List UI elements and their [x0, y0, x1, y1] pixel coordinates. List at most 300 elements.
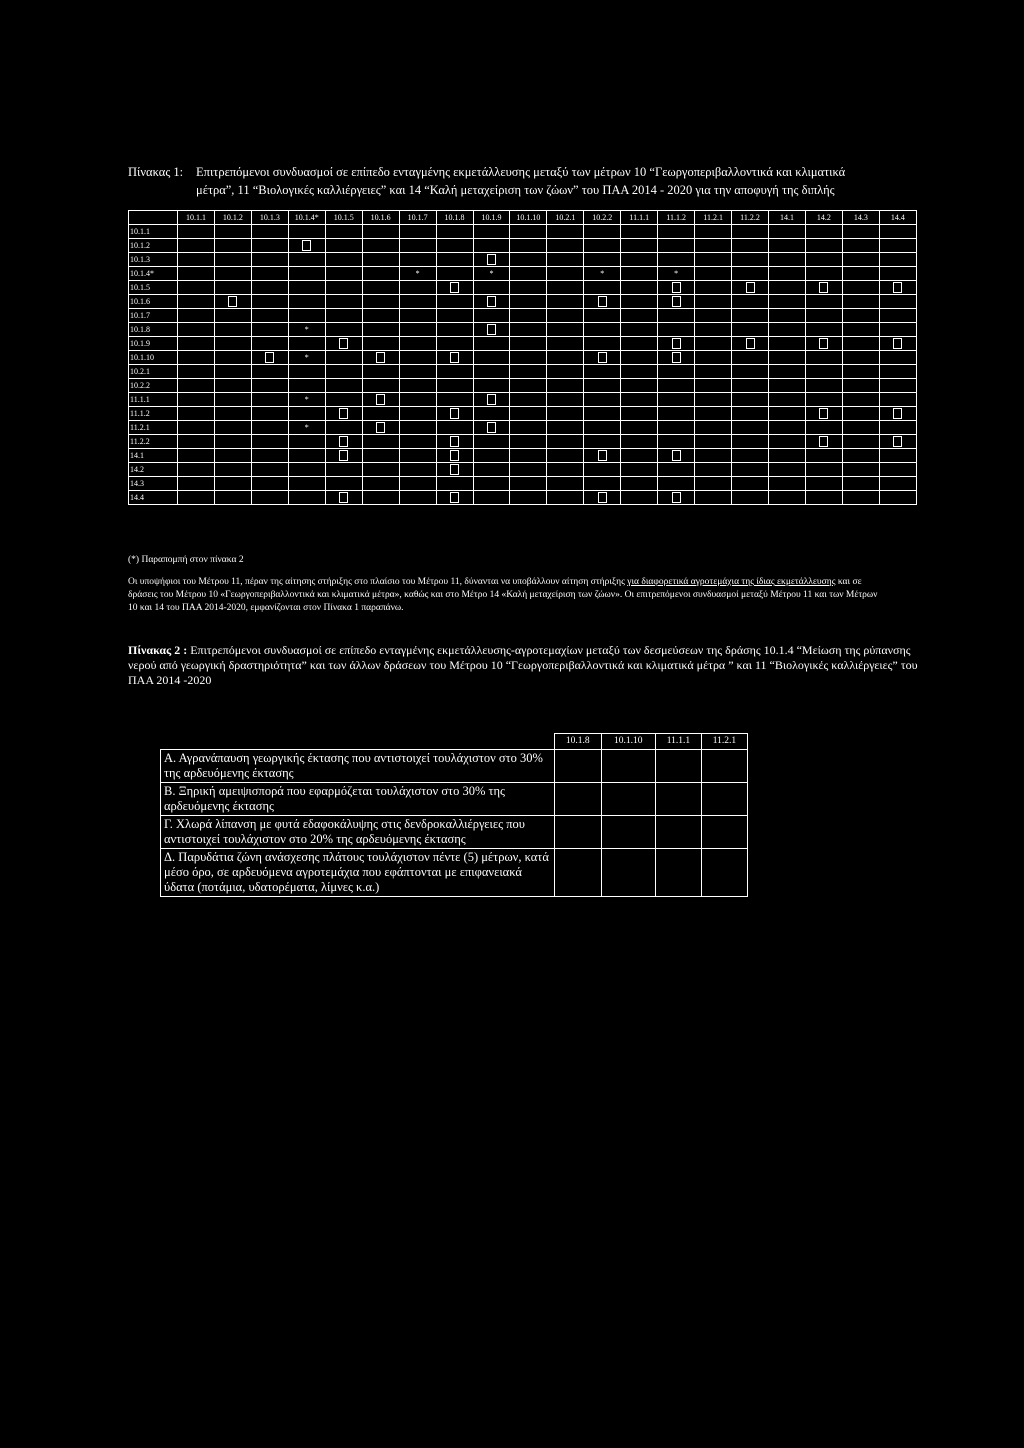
table1-cell [805, 281, 842, 295]
table1-cell [769, 393, 806, 407]
table1-cell [362, 239, 399, 253]
table1-cell [842, 239, 879, 253]
table1-cell [399, 477, 436, 491]
table2-cell [655, 816, 701, 849]
table1-cell [769, 351, 806, 365]
table2-cell [701, 783, 747, 816]
table1-cell [362, 253, 399, 267]
table1-cell [769, 239, 806, 253]
table1-cell [178, 267, 215, 281]
table1-row-header: 11.2.1 [129, 421, 178, 435]
table1-cell [325, 379, 362, 393]
table1-cell [325, 225, 362, 239]
table1-cell [214, 449, 251, 463]
table1-cell [251, 435, 288, 449]
checkbox-icon [893, 408, 902, 419]
table1-cell [399, 225, 436, 239]
checkbox-icon [228, 296, 237, 307]
checkbox-icon [598, 352, 607, 363]
table1-cell [621, 477, 658, 491]
table1-cell [769, 295, 806, 309]
table1-cell [732, 239, 769, 253]
checkbox-icon [487, 254, 496, 265]
table1-cell [879, 421, 916, 435]
table1-row-header: 14.3 [129, 477, 178, 491]
table1-cell [879, 407, 916, 421]
table1-cell [473, 379, 510, 393]
table1-cell [584, 239, 621, 253]
table-row [129, 253, 917, 267]
table1-cell [658, 421, 695, 435]
table1-row-header: 10.1.5 [129, 281, 178, 295]
table1-cell [436, 295, 473, 309]
table1-cell [805, 225, 842, 239]
checkbox-icon [487, 324, 496, 335]
table1-cell [436, 365, 473, 379]
table1-cell [510, 449, 547, 463]
table1-cell [547, 295, 584, 309]
table1-cell [805, 267, 842, 281]
table-row [129, 225, 917, 239]
table1-cell [362, 449, 399, 463]
table1-cell [805, 295, 842, 309]
table1-cell [399, 281, 436, 295]
table-row [129, 267, 917, 281]
table1-col-header: 10.1.2 [214, 211, 251, 225]
table1-cell [473, 491, 510, 505]
table1-cell [621, 393, 658, 407]
table1-cell [325, 477, 362, 491]
table1-cell [584, 463, 621, 477]
table1-cell [842, 435, 879, 449]
table1-cell [547, 225, 584, 239]
table1-row-header: 10.1.10 [129, 351, 178, 365]
table1-cell [842, 323, 879, 337]
table1-cell [178, 407, 215, 421]
table1-cell [584, 449, 621, 463]
table1-cell [288, 281, 325, 295]
table1-row-header: 14.1 [129, 449, 178, 463]
table1-cell [288, 337, 325, 351]
checkbox-icon [450, 492, 459, 503]
table1-cell [178, 239, 215, 253]
table1-cell [805, 435, 842, 449]
table-row [129, 365, 917, 379]
table1-cell [658, 239, 695, 253]
table1-cell [362, 323, 399, 337]
table1-cell [251, 463, 288, 477]
table1-cell [842, 365, 879, 379]
table1-cell [251, 365, 288, 379]
table1-cell [732, 491, 769, 505]
table1-cell [325, 337, 362, 351]
table1-cell [658, 351, 695, 365]
table1-cell [325, 309, 362, 323]
table1-cell [288, 309, 325, 323]
table1-cell [842, 463, 879, 477]
table1-cell [399, 253, 436, 267]
table1-cell [436, 407, 473, 421]
table1-cell [547, 239, 584, 253]
table1-cell [621, 309, 658, 323]
table-row [129, 239, 917, 253]
table1-cell [769, 365, 806, 379]
table1-col-header: 14.1 [769, 211, 806, 225]
table1-cell [510, 225, 547, 239]
table1-cell [473, 309, 510, 323]
table1-cell [584, 309, 621, 323]
table1-cell [879, 225, 916, 239]
table1-cell [547, 407, 584, 421]
table1-cell [362, 281, 399, 295]
checkbox-icon [598, 450, 607, 461]
table1-cell [658, 323, 695, 337]
table1-cell [584, 365, 621, 379]
table1-cell [547, 491, 584, 505]
table1-cell [695, 491, 732, 505]
table1-cell [214, 225, 251, 239]
table1-cell [584, 435, 621, 449]
table1-cell [436, 421, 473, 435]
table1-cell [510, 393, 547, 407]
table1-cell [621, 351, 658, 365]
table1-cell [732, 421, 769, 435]
table1-cell [473, 477, 510, 491]
table1-cell [251, 421, 288, 435]
checkbox-icon [376, 422, 385, 433]
table1-cell [399, 239, 436, 253]
table1-cell [214, 253, 251, 267]
table1-cell [732, 351, 769, 365]
table1-cell [510, 379, 547, 393]
table1-cell [362, 295, 399, 309]
table1-row-header: 10.1.4* [129, 267, 178, 281]
table1-cell [805, 407, 842, 421]
table1-cell [473, 449, 510, 463]
table1-cell [362, 491, 399, 505]
table1-cell [547, 351, 584, 365]
table1-cell [584, 393, 621, 407]
table1-cell: * [658, 267, 695, 281]
checkbox-icon [265, 352, 274, 363]
table1-cell [473, 225, 510, 239]
table1-cell [769, 407, 806, 421]
table1-header-row [129, 211, 917, 225]
table1-row-header: 11.1.1 [129, 393, 178, 407]
table1-cell [732, 295, 769, 309]
table1-cell [436, 393, 473, 407]
checkbox-icon [302, 240, 311, 251]
table1-cell [695, 239, 732, 253]
table1-cell [178, 379, 215, 393]
table1-cell [658, 281, 695, 295]
table1-cell [621, 295, 658, 309]
checkbox-icon [487, 422, 496, 433]
table1-cell [547, 253, 584, 267]
table1-cell [473, 365, 510, 379]
table1-cell [325, 463, 362, 477]
table1-caption-line2: μέτρα”, 11 “Βιολογικές καλλιέργειες” και 14 “Καλή μεταχείριση των ζώων” του ΠΑΑ 2014 - 2020 για την αποφυγή της διπλής [196, 183, 835, 197]
table1-cell [288, 449, 325, 463]
table1-cell [325, 365, 362, 379]
table1-cell [695, 407, 732, 421]
table1-cell [769, 281, 806, 295]
table1-cell [325, 435, 362, 449]
table2-row-label: Β. Ξηρική αμειψισπορά που εφαρμόζεται τουλάχιστον στο 30% της αρδευόμενης έκτασης [161, 783, 555, 816]
table1-cell [695, 449, 732, 463]
table-row [129, 337, 917, 351]
table1-cell [621, 281, 658, 295]
table1-cell [288, 407, 325, 421]
table1-cell [436, 435, 473, 449]
table1-cell [547, 477, 584, 491]
table1-cell [584, 281, 621, 295]
table-row [129, 463, 917, 477]
table1-cell [695, 253, 732, 267]
table1-cell [214, 477, 251, 491]
table1-cell [658, 463, 695, 477]
table1-cell [769, 421, 806, 435]
table2-cell [555, 816, 602, 849]
table1-cell [621, 365, 658, 379]
table1-cell [805, 379, 842, 393]
table1-corner [129, 211, 178, 225]
table1-cell [251, 351, 288, 365]
checkbox-icon [339, 436, 348, 447]
table1-row-header: 10.1.2 [129, 239, 178, 253]
table1-body [129, 225, 917, 505]
table1-cell [510, 309, 547, 323]
table1-row-header: 10.1.8 [129, 323, 178, 337]
table1-cell [842, 295, 879, 309]
table-row [129, 407, 917, 421]
table1-cell [584, 407, 621, 421]
table2-cell [601, 849, 655, 897]
table1-col-header: 11.2.2 [732, 211, 769, 225]
table1-cell [621, 407, 658, 421]
table1-cell [288, 379, 325, 393]
table1-cell [621, 225, 658, 239]
table1-cell [621, 421, 658, 435]
table1-cell [473, 253, 510, 267]
checkbox-icon [598, 296, 607, 307]
table1-cell [399, 491, 436, 505]
table1-col-header: 14.3 [842, 211, 879, 225]
table-row [129, 295, 917, 309]
checkbox-icon [746, 338, 755, 349]
table1-cell [842, 309, 879, 323]
checkbox-icon [746, 282, 755, 293]
table1-cell [805, 477, 842, 491]
table1-cell [621, 435, 658, 449]
table1-col-header: 10.1.9 [473, 211, 510, 225]
table1-cell [362, 337, 399, 351]
table2-cell [555, 750, 602, 783]
table1-cell [769, 379, 806, 393]
table1-cell [251, 309, 288, 323]
table1-cell [658, 393, 695, 407]
table-row [161, 750, 748, 783]
table1-cell [584, 323, 621, 337]
table1-cell [658, 491, 695, 505]
table1-cell [547, 309, 584, 323]
table1-cell [879, 463, 916, 477]
table1-cell [695, 477, 732, 491]
table1-row-header: 11.1.2 [129, 407, 178, 421]
table-row [129, 281, 917, 295]
combinations-table-2 [160, 733, 748, 897]
table1-cell [695, 295, 732, 309]
table1-cell [325, 421, 362, 435]
table1-cell [510, 267, 547, 281]
table1-cell [584, 379, 621, 393]
table1-cell [214, 295, 251, 309]
table1-cell [178, 323, 215, 337]
table1-cell [732, 225, 769, 239]
table1-cell [842, 337, 879, 351]
table1-caption [128, 163, 898, 199]
table2-cell [701, 816, 747, 849]
table1-cell [473, 281, 510, 295]
table2-corner [161, 734, 555, 750]
table1-cell [436, 225, 473, 239]
checkbox-icon [339, 450, 348, 461]
table1-cell [251, 253, 288, 267]
table1-cell [732, 449, 769, 463]
table1-cell [178, 393, 215, 407]
table1-cell [399, 365, 436, 379]
table1-cell [805, 421, 842, 435]
table1-cell [732, 477, 769, 491]
table1-cell [732, 463, 769, 477]
table1-cell [584, 225, 621, 239]
table1-cell: * [288, 421, 325, 435]
table1-cell [251, 267, 288, 281]
table1-cell [584, 337, 621, 351]
table2-col-header: 10.1.8 [555, 734, 602, 750]
table1-cell [879, 393, 916, 407]
table1-cell [658, 295, 695, 309]
table1-cell: * [399, 267, 436, 281]
table1-cell [584, 351, 621, 365]
paragraph-underlined: για διαφορετικά αγροτεμάχια της ίδιας εκμετάλλευσης [627, 577, 836, 587]
table1-cell [362, 463, 399, 477]
table1-cell [473, 435, 510, 449]
table1-cell [362, 421, 399, 435]
table1-cell [214, 337, 251, 351]
checkbox-icon [339, 492, 348, 503]
table1-cell [436, 463, 473, 477]
table1-cell [251, 407, 288, 421]
checkbox-icon [339, 338, 348, 349]
table1-cell [288, 295, 325, 309]
table1-cell [695, 421, 732, 435]
table1-cell [879, 337, 916, 351]
table1-cell [879, 477, 916, 491]
table1-cell [325, 295, 362, 309]
table1-cell [658, 337, 695, 351]
checkbox-icon [893, 436, 902, 447]
table1-cell [621, 267, 658, 281]
table1-cell [510, 295, 547, 309]
checkbox-icon [376, 352, 385, 363]
table1-cell [251, 225, 288, 239]
checkbox-icon [672, 352, 681, 363]
table1-cell [325, 253, 362, 267]
table1-cell [842, 477, 879, 491]
table1-cell [510, 351, 547, 365]
table1-cell [842, 281, 879, 295]
table1-cell: * [584, 267, 621, 281]
table1-cell [879, 239, 916, 253]
table1-cell [547, 323, 584, 337]
table1-cell [325, 239, 362, 253]
table1-cell [251, 393, 288, 407]
table1-cell [547, 421, 584, 435]
table1-cell [732, 309, 769, 323]
table1-cell [842, 379, 879, 393]
table1-cell [732, 365, 769, 379]
table1-cell [510, 253, 547, 267]
table1-cell [325, 449, 362, 463]
table1-cell [879, 323, 916, 337]
checkbox-icon [672, 296, 681, 307]
table1-col-header: 10.1.7 [399, 211, 436, 225]
table1-cell [178, 435, 215, 449]
table1-cell [510, 239, 547, 253]
table1-cell: * [473, 267, 510, 281]
table1-cell [695, 463, 732, 477]
table1-cell [695, 379, 732, 393]
table1-cell [473, 239, 510, 253]
table1-cell [547, 267, 584, 281]
checkbox-icon [672, 338, 681, 349]
table1-cell [621, 491, 658, 505]
table1-cell [695, 435, 732, 449]
table1-cell [732, 253, 769, 267]
table1-cell [732, 379, 769, 393]
paragraph-part2: και σε δράσεις του Μέτρου 10 «Γεωργοπεριβαλλοντικά και κλιματικά μέτρα», καθώς και στο Μέτρο 14 «Καλή μεταχείριση των ζώων». Οι επιτρεπόμενοι συνδυασμοί μεταξύ Μέτρου 11 και των Μέτρων 10 και 14 του ΠΑΑ 2014-2020, εμφανίζονται στον Πίνακα 1 παραπάνω. [128, 577, 878, 613]
table1-cell [362, 365, 399, 379]
table1-cell [805, 351, 842, 365]
table1-cell [547, 435, 584, 449]
checkbox-icon [819, 282, 828, 293]
table1-cell [879, 365, 916, 379]
table1-row-header: 10.1.6 [129, 295, 178, 309]
table1-cell [621, 379, 658, 393]
table2-cell [601, 750, 655, 783]
table1-cell [473, 337, 510, 351]
table2-col-header: 11.2.1 [701, 734, 747, 750]
table1-cell [510, 407, 547, 421]
table2-cell [601, 816, 655, 849]
table1-cell [473, 295, 510, 309]
checkbox-icon [450, 352, 459, 363]
checkbox-icon [450, 408, 459, 419]
table1-cell [178, 309, 215, 323]
table1-col-header: 10.2.2 [584, 211, 621, 225]
table1-cell [879, 379, 916, 393]
table1-cell [510, 491, 547, 505]
checkbox-icon [450, 282, 459, 293]
table1-caption-line1: Επιτρεπόμενοι συνδυασμοί σε επίπεδο ενταγμένης εκμετάλλευσης μεταξύ των μέτρων 10 “Γεωργοπεριβαλλοντικά και κλιματικά [196, 165, 846, 179]
table1-cell [436, 379, 473, 393]
checkbox-icon [893, 338, 902, 349]
table1-cell [584, 421, 621, 435]
table1-cell [325, 323, 362, 337]
table1-cell [769, 323, 806, 337]
table1-cell [658, 225, 695, 239]
